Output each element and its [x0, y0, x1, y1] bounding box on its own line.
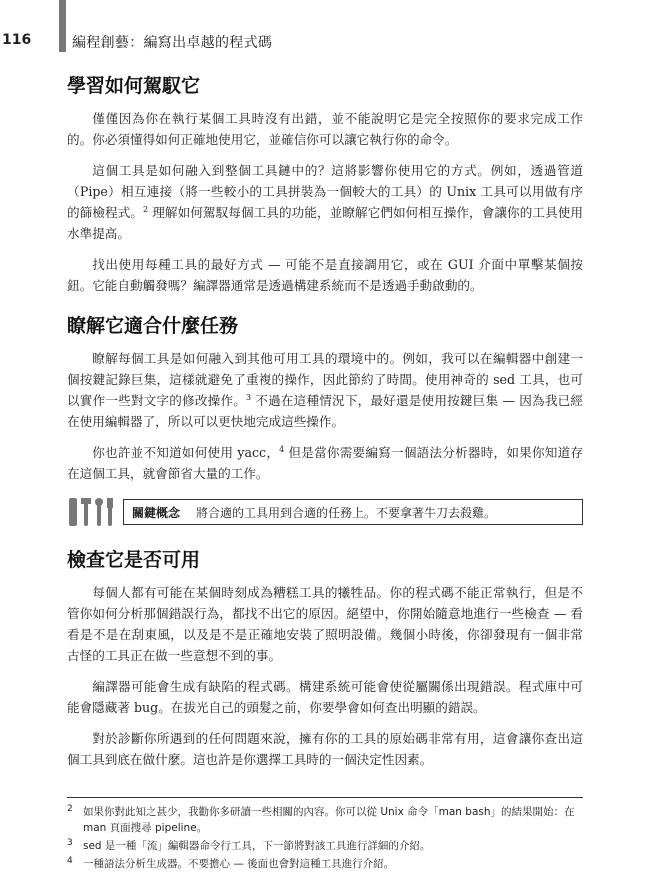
paragraph	[67, 442, 583, 484]
paragraph-text: 這個工具是如何融入到整個工具鏈中的？這將影響你使用它的方式。例如，透過管道（Pipe）相互連接（將一些較小的工具拼裝為一個較大的工具）的 Unix 工具可以用做有序的篩檢程式。	[67, 163, 583, 220]
header-bar	[59, 0, 66, 52]
paragraph: 對於診斷你所遇到的任何問題來說，擁有你的工具的原始碼非常有用，這會讓你查出這個工具到底在做什麼。這也許是你選擇工具時的一個決定性因素。	[67, 731, 583, 767]
footnote-ref: 2	[143, 204, 149, 214]
paragraph: 找出使用每種工具的最好方式 — 可能不是直接調用它，或在 GUI 介面中單擊某個按鈕。它能自動觸發嗎？編譯器通常是透過構建系統而不是透過手動啟動的。	[67, 257, 583, 293]
footnote-text: 一種語法分析生成器。不要擔心 — 後面也會對這種工具進行介紹。	[83, 858, 395, 870]
footnote-ref: 3	[246, 392, 252, 402]
page-number: 116	[2, 32, 32, 48]
section-heading: 檢查它是否可用	[67, 549, 201, 571]
footnote-text: sed 是一種「流」編輯器命令行工具，下一節將對該工具進行詳細的介紹。	[83, 840, 431, 852]
paragraph: 每個人都有可能在某個時刻成為糟糕工具的犧牲品。你的程式碼不能正常執行，但是不管你如何分析那個錯誤行為，都找不出它的原因。絕望中，你開始隨意地進行一些檢查 — 看看是不是在刮東風，以及是不是正確地安裝了照明設備。幾個小時後，你卻發現有一個非常古怪的工具正在做一些意想不到的事。	[67, 585, 583, 663]
paragraph-text: 但是當你需要編寫一個語法分析器時，如果你知道存在這個工具，就會節省大量的工作。	[67, 445, 584, 481]
key-concept-content	[123, 499, 583, 525]
running-title: 編程創藝：編寫出卓越的程式碼	[72, 35, 273, 51]
tools-icon	[67, 494, 123, 530]
paragraph-text: 瞭解每個工具是如何融入到其他可用工具的環境中的。例如，我可以在編輯器中創建一個按鍵記錄巨集，這樣就避免了重複的操作，因此節約了時間。使用神奇的 sed 工具，也可以實作一些對文字的修改操作。	[67, 351, 583, 408]
footnote	[67, 838, 583, 854]
key-concept-text: 將合適的工具用到合適的任務上。不要拿著牛刀去殺雞。	[196, 505, 497, 520]
paragraph	[67, 348, 583, 432]
section-heading: 學習如何駕馭它	[67, 75, 201, 97]
footnote	[67, 856, 583, 872]
footnote	[67, 804, 583, 836]
paragraph-text: 理解如何駕馭每個工具的功能，並瞭解它們如何相互操作，會讓你的工具使用水準提高。	[67, 205, 584, 241]
section-heading: 瞭解它適合什麼任務	[67, 315, 239, 337]
footnote-number: 2	[67, 804, 73, 814]
key-concept-label: 關鍵概念	[132, 505, 181, 520]
footnote-number: 3	[67, 838, 73, 848]
footnote-ref: 4	[279, 444, 285, 454]
paragraph	[67, 160, 583, 244]
footnotes	[67, 797, 583, 874]
key-concept-box	[67, 494, 583, 530]
paragraph-text: 你也許並不知道如何使用 yacc，	[92, 445, 280, 460]
footnote-number: 4	[67, 856, 73, 866]
paragraph: 僅僅因為你在執行某個工具時沒有出錯，並不能說明它是完全按照你的要求完成工作的。你必須懂得如何正確地使用它，並確信你可以讓它執行你的命令。	[67, 111, 583, 147]
paragraph-text: 不過在這種情況下，最好還是使用按鍵巨集 — 因為我已經在使用編輯器了，所以可以更快地完成這些操作。	[67, 393, 583, 429]
footnote-text: 如果你對此知之甚少，我勸你多研讀一些相關的內容。你可以從 Unix 命令「man bash」的結果開始：在 man 頁面搜尋 pipeline。	[83, 806, 575, 834]
paragraph: 編譯器可能會生成有缺陷的程式碼。構建系統可能會使從屬關係出現錯誤。程式庫中可能會隱藏著 bug。在拔光自己的頭髮之前，你要學會如何查出明顯的錯誤。	[67, 679, 583, 715]
page-content	[67, 74, 583, 770]
